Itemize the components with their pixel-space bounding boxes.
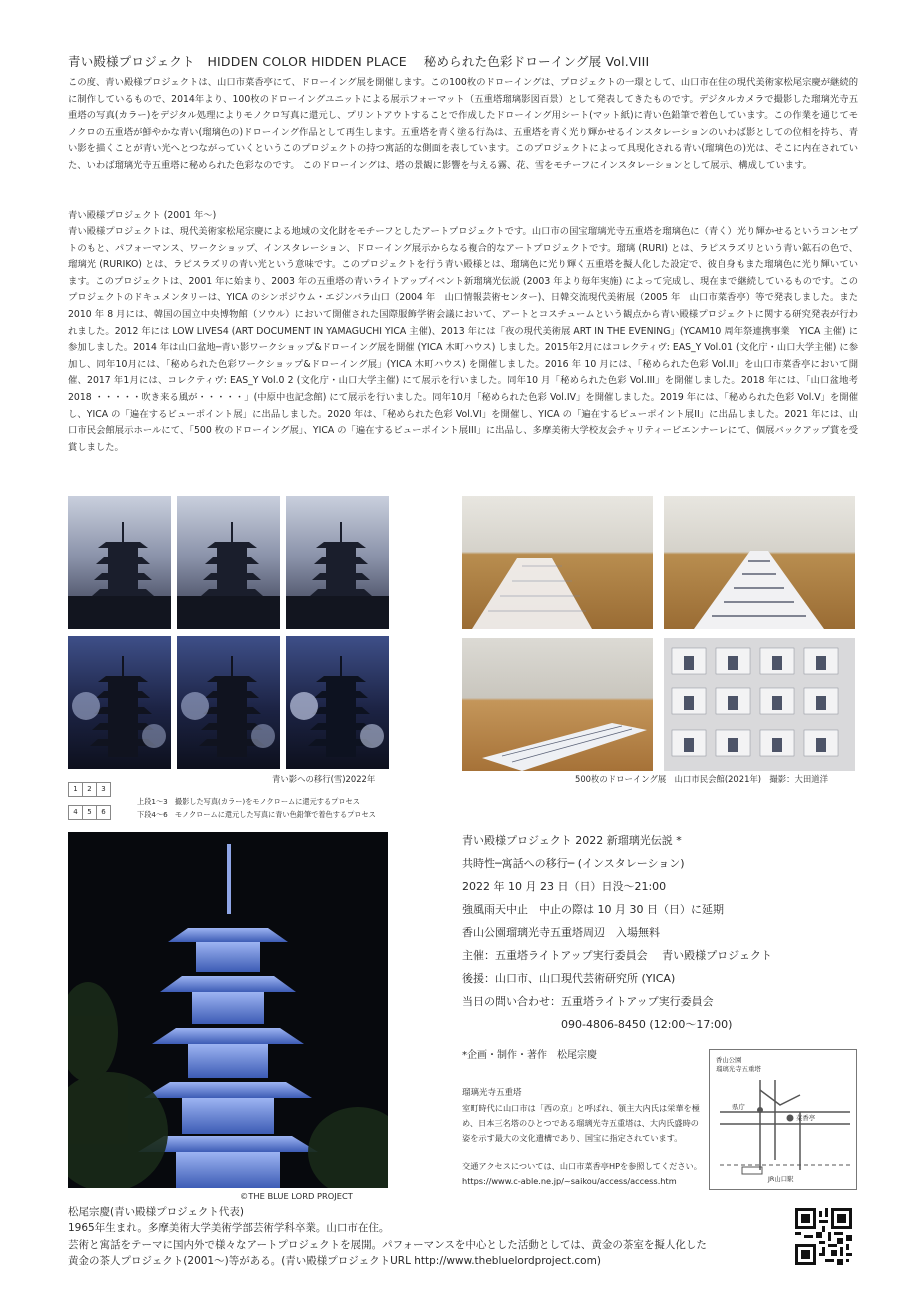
key-cell: 1: [68, 782, 83, 797]
five-story-text: 室町時代に山口市は「西の京」と呼ばれ、領主大内氏は栄華を極め、日本三名塔のひとつである瑠璃光寺五重塔は、大内氏盛時の姿を示す最大の文化遺構であり、国宝に指定されています。: [462, 1103, 700, 1143]
pagoda-photo-credit: ©THE BLUE LORD PROJECT: [240, 1191, 353, 1201]
key-cell: 5: [82, 805, 97, 820]
key-legend-top: 上段1〜3 撮影した写真(カラー)をモノクロームに還元するプロセス: [137, 797, 360, 806]
event-line: 共時性─寓話への移行─ (インスタレーション): [462, 857, 685, 870]
pagoda-silhouette-icon: [286, 636, 389, 769]
access-url[interactable]: https://www.c-able.ne.jp/~saikou/access/access.htm: [462, 1176, 677, 1186]
event-line: 当日の問い合わせ：五重塔ライトアップ実行委員会: [462, 995, 714, 1008]
event-credit: *企画・制作・著作 松尾宗慶: [462, 1050, 597, 1061]
event-line: 090-4806-8450 (12:00〜17:00): [462, 1018, 733, 1031]
event-line: 強風雨天中止 中止の際は 10 月 30 日（日）に延期: [462, 903, 724, 916]
event-line: 青い殿様プロジェクト 2022 新瑠璃光伝説 *: [462, 834, 682, 847]
pagoda-silhouette-icon: [177, 636, 280, 769]
pagoda-silhouette-icon: [68, 636, 171, 769]
map-label-kencho: 県庁: [732, 1103, 745, 1111]
right-photos-caption: 500枚のドローイング展 山口市民会館(2021年) 撮影：大田道洋: [575, 774, 829, 784]
intro-paragraph: この度、青い殿様プロジェクトは、山口市菜香亭にて、ドローイング展を開催します。この100枚のドローイングは、プロジェクトの一環として、山口市在住の現代美術家松尾宗慶が継続的に制作しているもので、2014年より、100枚のドローイングユニットによる展示フォーマット（五重塔瑠璃影図百景）として発表してきたものです。デジタルカメラで撮影した瑠璃光寺五重塔の写真(カラー)をデジタル処理によりモノクロ写真に還元し、プリントアウトすることで作成したドローイング用シート(マット紙)に青い色鉛筆で着色しています。この作業を通じてモノクロの五重塔が鮮やかな青い(瑠璃色の)ドローイング作品として再生します。五重塔を青く塗る行為は、五重塔を青く光り輝かせるインスタレーションのいわば影としての位相を持ち、青い影を描くことが青い光へとつながっていくというこのプロジェクトの持つ寓話的な側面を表しています。このプロジェクトによって具現化される青い(瑠璃色の)光は、そこに内在されていた、いわば瑠璃光寺五重塔に秘められた色彩なのです。 このドローイングは、塔の景観に影響を与える霧、花、雪をモチーフにインスタレーションとして展示、構成しています。: [68, 77, 858, 171]
map-label-pagoda: 瑠璃光寺五重塔: [716, 1065, 761, 1073]
history-heading: 青い殿様プロジェクト (2001 年〜): [68, 210, 217, 221]
drawing-rows-icon: [462, 638, 653, 771]
event-line: 香山公園瑠璃光寺五重塔周辺 入場無料: [462, 926, 660, 939]
drawing-rows-icon: [462, 496, 653, 629]
event-line: 主催：五重塔ライトアップ実行委員会 青い殿様プロジェクト: [462, 949, 772, 962]
exhibition-photo-2: [664, 496, 855, 629]
bio-line: 芸術と寓話をテーマに国内外で様々なアートプロジェクトを展開。パフォーマンスを中心とした活動としては、黄金の茶室を擬人化した: [68, 1238, 707, 1251]
key-cell: 3: [96, 782, 111, 797]
exhibition-photo-3: [462, 638, 653, 771]
pagoda-photo-6: [286, 636, 389, 769]
pagoda-silhouette-icon: [286, 496, 389, 629]
pagoda-photo-5: [177, 636, 280, 769]
pagoda-photo-4: [68, 636, 171, 769]
key-cell: 2: [82, 782, 97, 797]
access-map: [709, 1049, 857, 1190]
bio-text: [68, 1220, 707, 1270]
pagoda-photo-2: [177, 496, 280, 629]
map-label-koyama: 香山公園: [716, 1056, 742, 1064]
pagoda-lit-icon: [68, 832, 388, 1188]
bio-line: 黄金の茶人プロジェクト(2001〜)等がある。(青い殿様プロジェクトURL http://www.thebluelordproject.com): [68, 1255, 601, 1267]
pagoda-photo-1: [68, 496, 171, 629]
pagoda-silhouette-icon: [177, 496, 280, 629]
qr-code-icon[interactable]: [795, 1208, 852, 1265]
drawing-rows-icon: [664, 638, 855, 771]
key-cell: 4: [68, 805, 83, 820]
pagoda-night-photo: [68, 832, 388, 1188]
key-legend-bottom: 下段4〜6 モノクロームに還元した写真に青い色鉛筆で着色するプロセス: [137, 810, 376, 819]
event-line: 2022 年 10 月 23 日（日）日没〜21:00: [462, 880, 667, 893]
key-cell: 6: [96, 805, 111, 820]
left-photos-caption: 青い影への移行(雪)2022年: [272, 774, 376, 784]
map-label-saikotei: 菜香亭: [796, 1114, 816, 1122]
history-paragraph: 青い殿様プロジェクトは、現代美術家松尾宗慶による地域の文化財をモチーフとしたアートプロジェクトです。山口市の国宝瑠璃光寺五重塔を瑠璃色に（青く）光り輝かせるというコンセプトのもと、パフォーマンス、ワークショップ、インスタレーション、ドローイング展示からなる複合的なアートプロジェクトです。瑠璃 (RURI) とは、ラピスラズリという青い鉱石の色で、瑠璃光 (RURIKO) とは、ラピスラズリの青い光という意味です。このプロジェクトを行う青い殿様とは、瑠璃色に光り輝く五重塔を擬人化した設定で、彼自身もまた瑠璃色に光り輝いています。このプロジェクトは、2001 年に始まり、2003 年の五重塔の青いライトアップイベント新瑠璃光伝説 (2003 年より毎年実施) によって完成し、現在まで継続しているものです。このプロジェクトのドキュメンタリーは、YICA のシンポジウム・エジンバラ山口（2004 年 山口情報芸術センター)、日韓交流現代美術展（2005 年 山口市菜香亭）等で発表しました。また 2010 年 8 月には、韓国の国立中央博物館（ソウル）において開催された国際服飾学術会議において、アートとコスチュームという観点から青い殿様プロジェクトに関する研究発表が行われました。2012 年には LOW LIVES4 (ART DOCUMENT IN YAMAGUCHI YICA 主催)、2013 年には「夜の現代美術展 ART IN THE EVENING」(YCAM10 周年祭連携事業 YICA 主催) に参加しました。2014 年は山口盆地─青い影ワークショップ&ドローイング展を開催 (YICA 木町ハウス) しました。2015年2月にはコレクティヴ: EAS_Y Vol.01 (文化庁・山口大学主催) に参加し、同年10月には、「秘められた色彩ワークショップ&ドローイング展」(YICA 木町ハウス) を開催しました。2016 年 10 月には、「秘められた色彩 Vol.II」を山口市菜香亭において開催、2017 年1月には、コレクティヴ: EAS_Y Vol.0 2 (文化庁・山口大学主催) にて展示を行いました。同年10 月「秘められた色彩 Vol.III」を開催しました。2018 年には、「山口盆地考 2018 ・・・・・吹き来る風が・・・・・」(中原中也記念館) にて展示を行いました。同年10月「秘められた色彩 Vol.IV」を開催しました。2019 年には、「秘められた色彩 Vol.V」を開催し、YICA の「遍在するビューポイント展」に出品しました。2020 年は、「秘められた色彩 Vol.VI」を開催し、YICA の「遍在するビューポイント展II」に出品しました。2021 年には、山口市民会館展示ホールにて、「500 枚のドローイング展」、YICA の「遍在するビューポイント展III」に出品し、多摩美術大学校友会チャリティービエンナーレにて、個展バックアップ賞を受賞しました。: [68, 226, 858, 453]
pagoda-photo-3: [286, 496, 389, 629]
exhibition-photo-1: [462, 496, 653, 629]
drawing-rows-icon: [664, 496, 855, 629]
map-label-station: JR山口駅: [768, 1175, 794, 1183]
bio-title: 松尾宗慶(青い殿様プロジェクト代表): [68, 1206, 244, 1218]
bio-line: 1965年生まれ。多摩美術大学美術学部芸術学科卒業。山口市在住。: [68, 1222, 390, 1234]
event-line: 後援：山口市、山口現代芸術研究所 (YICA): [462, 972, 676, 985]
page-title: 青い殿様プロジェクト HIDDEN COLOR HIDDEN PLACE 秘められた色彩ドローイング展 Vol.VIII: [68, 54, 650, 69]
five-story-heading: 瑠璃光寺五重塔: [462, 1088, 522, 1098]
access-note: 交通アクセスについては、山口市菜香亭HPを参照してください。: [462, 1161, 702, 1171]
pagoda-silhouette-icon: [68, 496, 171, 629]
exhibition-photo-4: [664, 638, 855, 771]
